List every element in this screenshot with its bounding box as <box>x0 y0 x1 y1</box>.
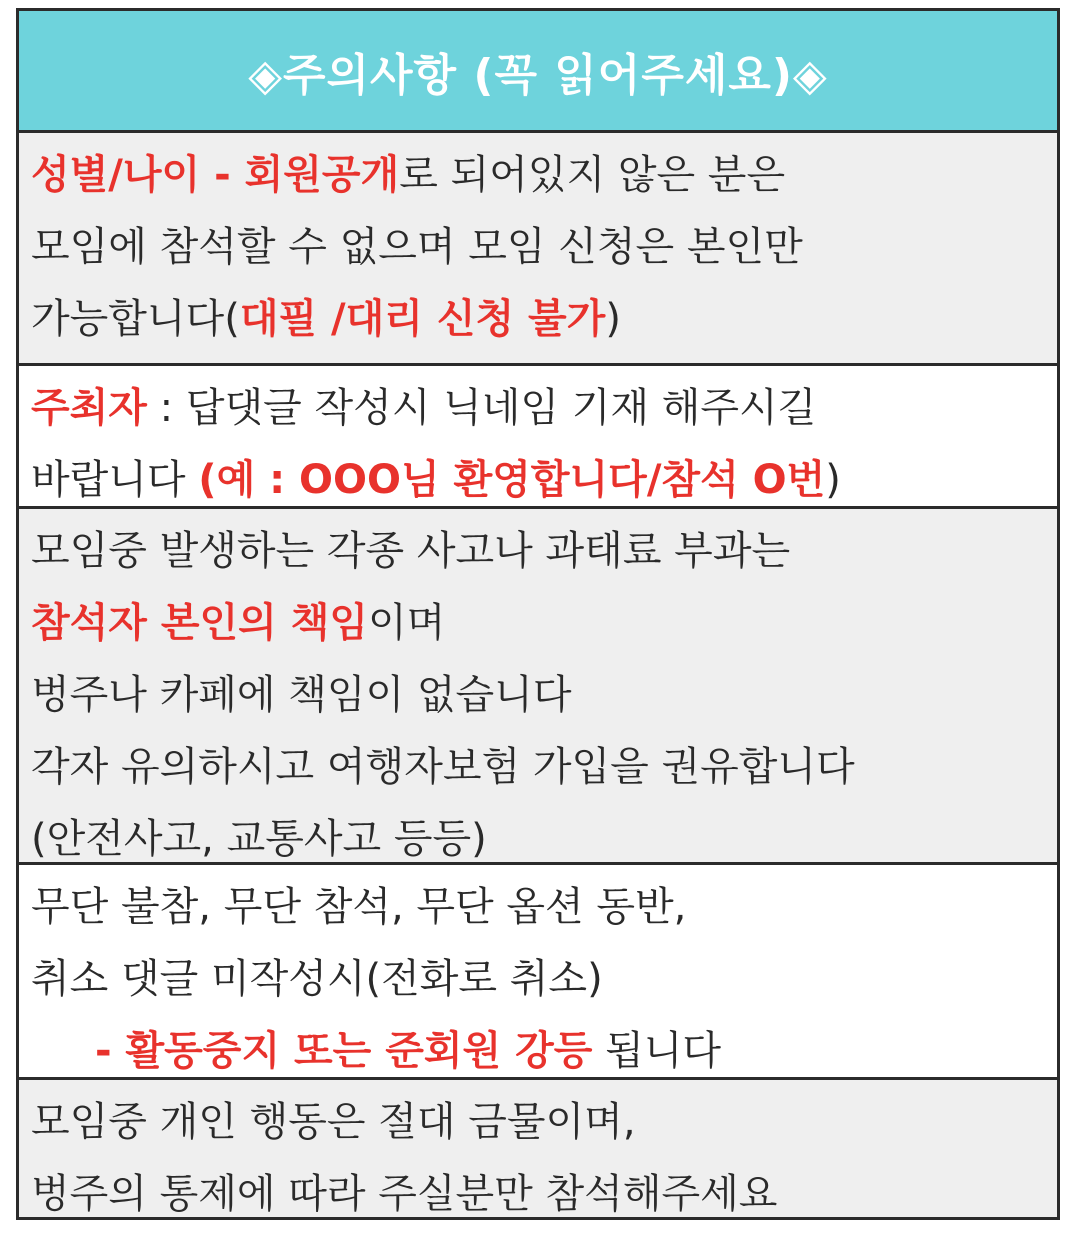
notice-line <box>31 139 1047 211</box>
notice-line: 벙주의 통제에 따라 주실분만 참석해주세요 <box>31 1171 778 1217</box>
notice-line <box>31 372 1047 444</box>
notice-line: 벙주나 카페에 책임이 없습니다 <box>31 672 572 718</box>
notice-title: ◈주의사항 (꼭 읽어주세요)◈ <box>19 11 1057 133</box>
body-text: 바랍니다 <box>31 457 199 503</box>
notice-line: 모임중 개인 행동은 절대 금물이며, <box>31 1099 636 1145</box>
highlight-text: 주최자 <box>31 385 147 431</box>
notice-table <box>16 8 1060 1220</box>
highlight-text: - 활동중지 또는 준회원 강등 <box>95 1028 593 1074</box>
body-text: 가능합니다( <box>31 296 240 342</box>
notice-line: 각자 유의하시고 여행자보험 가입을 권유합니다 <box>31 744 855 790</box>
highlight-text: 성별/나이 - 회원공개 <box>31 152 400 198</box>
notice-line: 모임중 발생하는 각종 사고나 과태료 부과는 <box>31 528 791 574</box>
notice-line <box>31 283 1047 355</box>
notice-section-liability <box>19 509 1057 865</box>
body-text: ) <box>825 457 841 503</box>
notice-section-conduct <box>19 1080 1057 1217</box>
highlight-text: (예 : OOO님 환영합니다/참석 O번 <box>198 457 826 503</box>
highlight-text: 대필 /대리 신청 불가 <box>239 296 606 342</box>
highlight-text: 참석자 본인의 책임 <box>31 600 368 646</box>
notice-line <box>31 444 1047 509</box>
notice-line: 무단 불참, 무단 참석, 무단 옵션 동반, <box>31 884 687 930</box>
notice-line: (안전사고, 교통사고 등등) <box>31 816 487 862</box>
notice-line <box>31 1015 1047 1080</box>
body-text: 이며 <box>367 600 446 646</box>
notice-section-host-reply <box>19 366 1057 509</box>
notice-line <box>31 587 1047 659</box>
body-text: 로 되어있지 않은 분은 <box>399 152 786 198</box>
body-text: : 답댓글 작성시 닉네임 기재 해주시길 <box>146 385 817 431</box>
notice-line: 모임에 참석할 수 없으며 모임 신청은 본인만 <box>31 224 803 270</box>
notice-section-profile-public <box>19 133 1057 366</box>
notice-section-no-show <box>19 865 1057 1080</box>
notice-line: 취소 댓글 미작성시(전화로 취소) <box>31 956 603 1002</box>
body-text: 됩니다 <box>592 1028 721 1074</box>
body-text: ) <box>605 296 621 342</box>
